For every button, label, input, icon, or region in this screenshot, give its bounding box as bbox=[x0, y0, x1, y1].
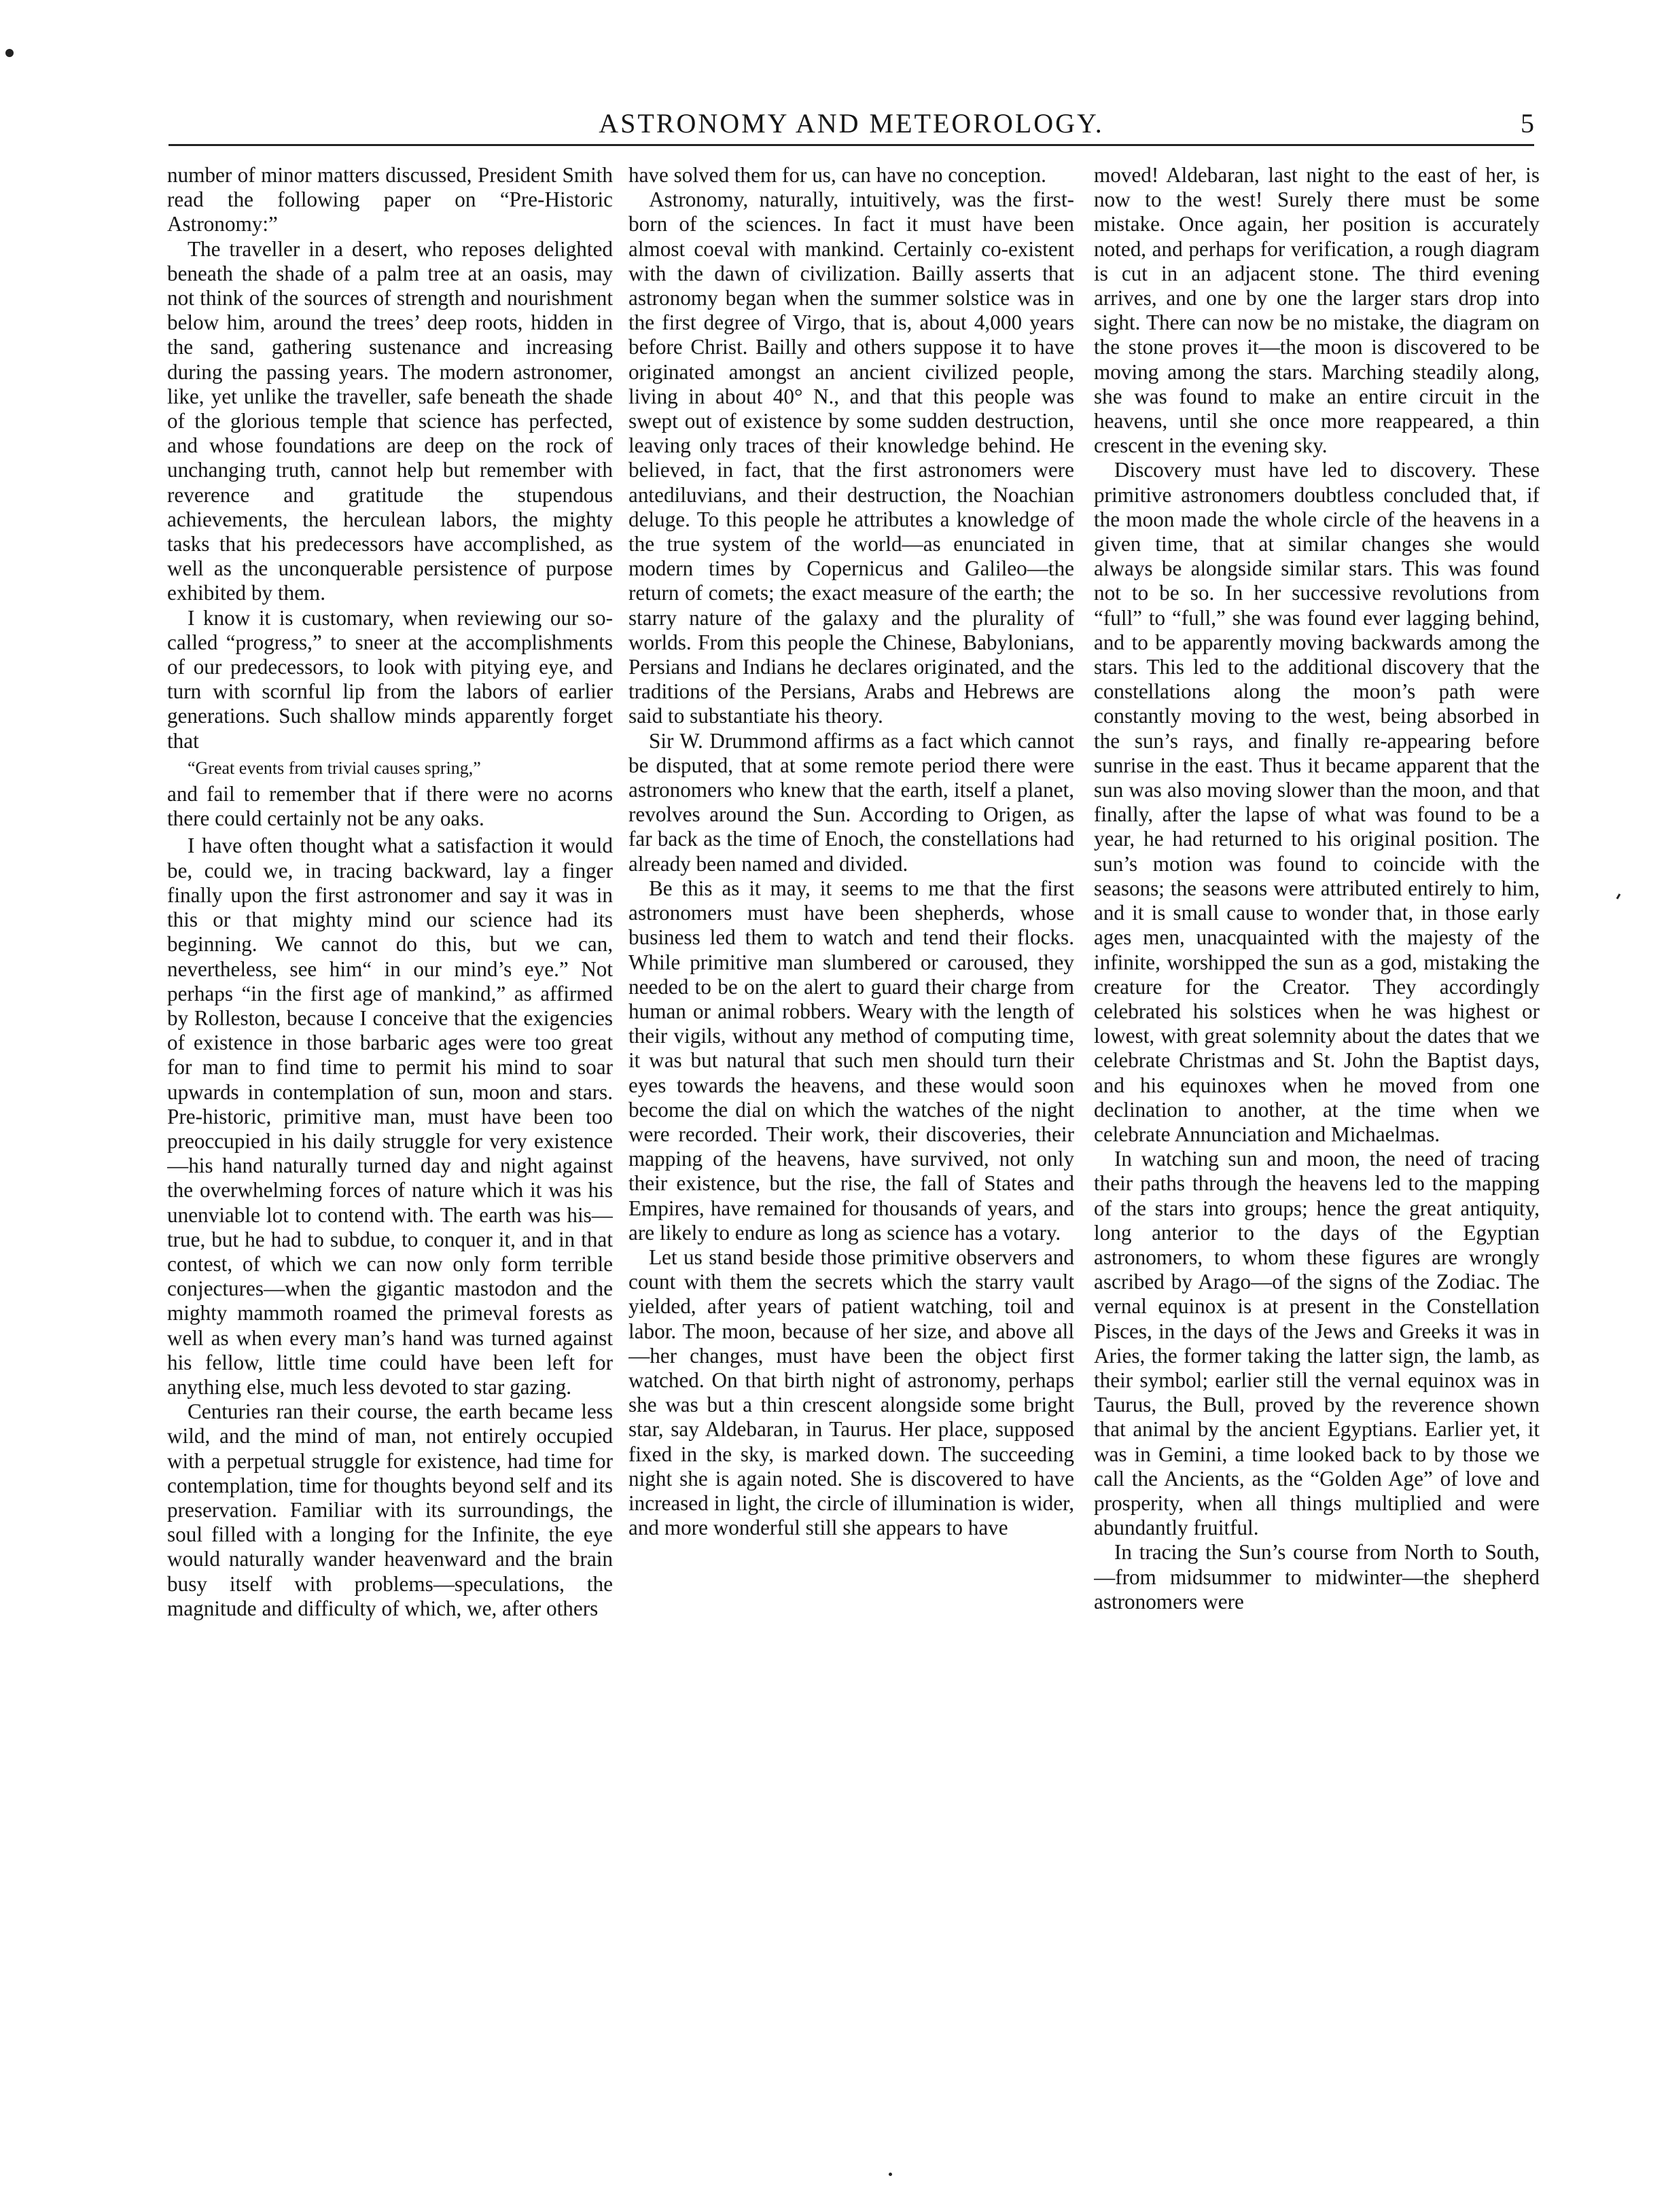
paragraph: I have often thought what a satisfaction it would be, could we, in tracing backward, lay a finger finally upon the first astronomer and say it was in this or that mighty mind our science had its beginning. We cannot do this, but we can, nevertheless, see him“ in our mind’s eye.” Not perhaps “in the first age of mankind,” as affirmed by Rolleston, because I conceive that the exigencies of existence in those barbaric ages were too great for man to find time to permit his mind to soar upwards in contemplation of sun, moon and stars. Pre-historic, primitive man, must have been too preoccupied in his daily struggle for very existence—his hand naturally turned day and night against the overwhelming forces of nature which it was his unenviable lot to contend with. The earth was his—true, but he had to subdue, to conquer it, and in that contest, of which we can now only form terrible conjectures—when the gigantic mastodon and the mighty mammoth roamed the primeval forests as well as when every man’s hand was turned against his fellow, little time could have been left for anything else, much less devoted to star gazing. bbox=[167, 834, 613, 1399]
paragraph: Centuries ran their course, the earth became less wild, and the mind of man, not entirely occupied with a perpetual struggle for existence, had time for contemplation, time for thoughts beyond self and its preservation. Familiar with its surroundings, the soul filled with a longing for the Infinite, the eye would naturally wander heavenward and the brain busy itself with problems—speculations, the magnitude and difficulty of which, we, after others bbox=[167, 1399, 613, 1620]
running-head bbox=[168, 103, 1534, 144]
paragraph: I know it is customary, when reviewing our so-called “progress,” to sneer at the accomplishments of our predecessors, to look with pitying eye, and turn with scornful lip from the labors of earlier generations. Such shallow minds apparently forget that bbox=[167, 605, 613, 753]
paragraph: moved! Aldebaran, last night to the east of her, is now to the west! Surely there must be some mistake. Once again, her position is accurately noted, and perhaps for verification, a rough diagram is cut in an adjacent stone. The third evening arrives, and one by one the larger stars drop into sight. There can now be no mistake, the diagram on the stone proves it—the moon is discovered to be moving among the stars. Marching steadily along, she was found to make an entire circuit in the heavens, until she once more reappeared, a thin crescent in the evening sky. bbox=[1094, 163, 1540, 458]
ink-speck bbox=[1616, 893, 1621, 899]
paragraph: Discovery must have led to discovery. These primitive astronomers doubtless concluded that, if the moon made the whole circle of the heavens in a given time, that at similar changes she would always be alongside similar stars. This was found not to be so. In her successive revolutions from “full” to “full,” she was found ever lagging behind, and to be apparently moving backwards among the stars. This led to the additional discovery that the constellations along the moon’s path were constantly moving to the west, being absorbed in the sun’s rays, and finally re-appearing before sunrise in the east. Thus it became apparent that the sun was also moving slower than the moon, and that finally, after the lapse of what was found to be a year, he had returned to his original position. The sun’s motion was found to coincide with the seasons; the seasons were attributed entirely to him, and it is small cause to wonder that, in those early ages men, unacquainted with the majesty of the infinite, worshipped the sun as a god, mistaking the creature for the Creator. They accordingly celebrated his solstices when he was highest or lowest, with great solemnity about the dates that we celebrate Christmas and St. John the Baptist days, and his equinoxes when he moved from one declination to another, at the time when we celebrate Annunciation and Michaelmas. bbox=[1094, 458, 1540, 1146]
running-title: ASTRONOMY AND METEOROLOGY. bbox=[599, 108, 1104, 139]
paragraph: Let us stand beside those primitive observers and count with them the secrets which the starry vault yielded, after years of patient watching, toil and labor. The moon, because of her size, and above all—her changes, must have been the object first watched. On that birth night of astronomy, perhaps she was but a thin crescent alongside some bright star, say Aldebaran, in Taurus. Her place, supposed fixed in the sky, is marked down. The succeeding night she is again noted. She is discovered to have increased in light, the circle of illumination is wider, and more wonderful still she appears to have bbox=[628, 1245, 1074, 1540]
text-column-1 bbox=[167, 163, 613, 2191]
header-rule bbox=[168, 144, 1534, 146]
page-number: 5 bbox=[1521, 108, 1534, 139]
paragraph: In tracing the Sun’s course from North to South,—from midsummer to midwinter—the shepherd astronomers were bbox=[1094, 1540, 1540, 1613]
quotation-line: “Great events from trivial causes spring,” bbox=[188, 757, 481, 778]
ink-speck bbox=[5, 49, 14, 57]
paragraph: and fail to remember that if there were no acorns there could certainly not be any oaks. bbox=[167, 782, 613, 831]
text-column-3 bbox=[1094, 163, 1540, 2191]
paragraph: Astronomy, naturally, intuitively, was the first-born of the sciences. In fact it must have been almost coeval with mankind. Certainly co-existent with the dawn of civilization. Bailly asserts that astronomy began when the summer solstice was in the first degree of Virgo, that is, about 4,000 years before Christ. Bailly and others suppose it to have originated amongst an ancient civilized people, living in about 40° N., and that this people was swept out of existence by some sudden destruction, leaving only traces of their knowledge behind. He believed, in fact, that the first astronomers were antediluvians, and their destruction, the Noachian deluge. To this people he attributes a knowledge of the true system of the world—as enunciated in modern times by Copernicus and Galileo—the return of comets; the exact measure of the earth; the starry nature of the galaxy and the plurality of worlds. From this people the Chinese, Babylonians, Persians and Indians he declares originated, and the traditions of the Persians, Arabs and Hebrews are said to substantiate his theory. bbox=[628, 188, 1074, 728]
paragraph: Be this as it may, it seems to me that the first astronomers must have been shepherds, whose business led them to watch and tend their flocks. While primitive man slumbered or caroused, they needed to be on the alert to guard their charge from human or animal robbers. Weary with the length of their vigils, without any method of computing time, it was but natural that such men should turn their eyes towards the heavens, and these would soon become the dial on which the watches of the night were recorded. Their work, their discoveries, their mapping of the heavens, have survived, not only their existence, but the rise, the fall of States and Empires, have remained for thousands of years, and are likely to endure as long as science has a votary. bbox=[628, 876, 1074, 1245]
paragraph: Sir W. Drummond affirms as a fact which cannot be disputed, that at some remote period there were astronomers who knew that the earth, itself a planet, revolves around the Sun. According to Origen, as far back as the time of Enoch, the constellations had already been named and divided. bbox=[628, 728, 1074, 876]
paragraph: In watching sun and moon, the need of tracing their paths through the heavens led to the mapping of the stars into groups; hence the great antiquity, long anterior to the days of the Egyptian astronomers, to whom these figures are wrongly ascribed by Arago—of the signs of the Zodiac. The vernal equinox is at present in the Constellation Pisces, in the days of the Jews and Greeks it was in Aries, the former taking the latter sign, the lamb, as their symbol; earlier still the vernal equinox was in Taurus, the Bull, proved by the reverence shown that animal by the ancient Egyptians. Earlier yet, it was in Gemini, a time looked back to by those we call the Ancients, as the “Golden Age” of love and prosperity, when all things multiplied and were abundantly fruitful. bbox=[1094, 1147, 1540, 1540]
paragraph: number of minor matters discussed, President Smith read the following paper on “Pre-Historic Astronomy:” bbox=[167, 163, 613, 236]
paragraph: have solved them for us, can have no conception. bbox=[628, 163, 1046, 187]
paragraph: The traveller in a desert, who reposes delighted beneath the shade of a palm tree at an oasis, may not think of the sources of strength and nourishment below him, around the trees’ deep roots, hidden in the sand, gathering sustenance and increasing during the passing years. The modern astronomer, like, yet unlike the traveller, safe beneath the shade of the glorious temple that science has perfected, and whose foundations are deep on the rock of unchanging truth, cannot help but remember with reverence and gratitude the stupendous achievements, the herculean labors, the mighty tasks that his predecessors have accomplished, as well as the unconquerable persistence of purpose exhibited by them. bbox=[167, 236, 613, 605]
text-column-2 bbox=[628, 163, 1074, 2191]
